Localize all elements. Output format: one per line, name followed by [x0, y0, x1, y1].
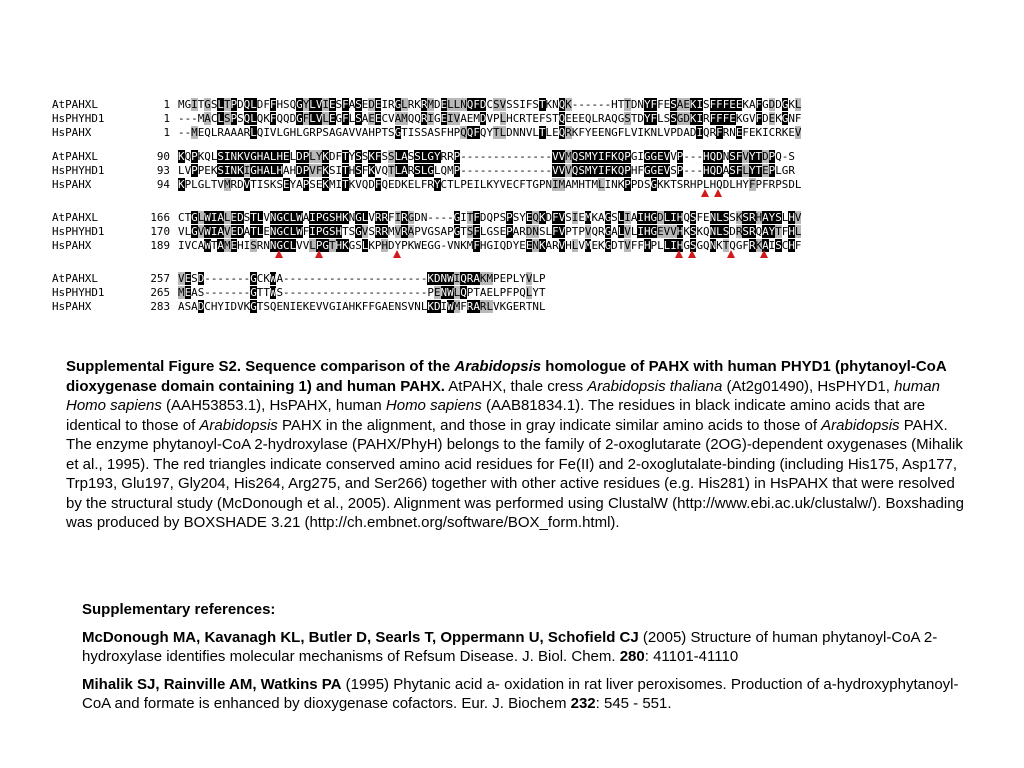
alignment-row — [52, 225, 982, 239]
sequence-string: VLGVWIAVEDATLENGCLWFIPGSHTSGVSRRMVRAPVGSAPGTSFLGSEPARDNSLFVPTPVQRGALVLIHGEVVHKSKQNLSDRSRQAYTFHL — [178, 225, 802, 238]
sequence-position: 166 — [150, 211, 170, 224]
alignment-row — [52, 300, 982, 314]
red-triangle-marker — [393, 250, 401, 258]
sequence-name: HsPAHX — [52, 239, 92, 252]
reference-item: Mihalik SJ, Rainville AM, Watkins PA (1995) Phytanic acid a- oxidation in rat liver peroxisomes. Production of a-hydroxyphytanoyl-CoA and formate is enhanced by dioxygenase cofactors. Eur. J. Biochem 232: 545 - 551. — [82, 675, 959, 712]
red-triangle-marker — [275, 250, 283, 258]
sequence-name: HsPAHX — [52, 178, 92, 191]
sequence-string: MEAS-------GTTWS----------------------PENWLQPTAELPFPQLYT — [178, 286, 546, 299]
sequence-name: AtPAHXL — [52, 211, 98, 224]
sequence-alignment — [52, 98, 982, 324]
sequence-name: AtPAHXL — [52, 150, 98, 163]
sequence-string: --MEQLRAAARLQIVLGHLGRPSAGAVVAHPTSGTISSASFHPQQFQYTLDNNVLTLEQRKFYEENGFLVIKNLVPDADIQRFRNEFEKICRKEV — [178, 126, 802, 139]
sequence-name: AtPAHXL — [52, 272, 98, 285]
sequence-position: 93 — [156, 164, 170, 177]
marker-row — [52, 250, 982, 262]
sequence-position: 283 — [150, 300, 170, 313]
red-triangle-marker — [727, 250, 735, 258]
sequence-string: ---MACLSPSQLQKFQQDGFLVLEGFLSAEECVAMQQRIGEIVAEMDVPLHCRTEFSTQEEEQLRAQGSTDYFLSSGDKIRFFFEKGVFDEKGNF — [178, 112, 802, 125]
marker-row — [52, 189, 982, 201]
references-section — [82, 600, 962, 722]
red-triangle-marker — [688, 250, 696, 258]
alignment-row — [52, 286, 982, 300]
sequence-name: HsPHYHD1 — [52, 164, 105, 177]
red-triangle-marker — [675, 250, 683, 258]
alignment-block — [52, 272, 982, 314]
sequence-string: VESD-------GCKWA----------------------KDNWIQRAKMPEPLYVLP — [178, 272, 546, 285]
figure-caption: Supplemental Figure S2. Sequence comparison of the Arabidopsis homologue of PAHX with human PHYD1 (phytanoyl-CoA dioxygenase domain containing 1) and human PAHX. AtPAHX, thale cress Arabidopsis thaliana (At2g01490), HsPHYD1, human Homo sapiens (AAH53853.1), HsPAHX, human Homo sapiens (AAB81834.1). The residues in black indicate amino acids that are identical to those of Arabidopsis PAHX in the alignment, and those in gray indicate similar amino acids to those of Arabidopsis PAHX. The enzyme phytanoyl-CoA 2-hydroxylase (PAHX/PhyH) belongs to the family of 2-oxoglutarate (2OG)-dependent oxygenases (Mihalik et al., 1995). The red triangles indicate conserved amino acid residues for Fe(II) and 2-oxoglutalate-binding (including His175, Asp177, Trp193, Glu197, Gly204, His264, Arg275, and Ser266) together with other active residues (e.g. His281) in HsPAHX that were resolved by the structural study (McDonough et al., 2005). Alignment was performed using ClustalW (http://www.ebi.ac.uk/clustalw/). Boxshading was produced by BOXSHADE 3.21 (http://ch.embnet.org/software/BOX_form.html). — [66, 358, 964, 531]
caption-title: Supplemental Figure S2. Sequence comparison of the Arabidopsis homologue of PAHX with human PHYD1 (phytanoyl-CoA dioxygenase domain containing 1) and human PAHX. — [66, 358, 947, 395]
alignment-row — [52, 211, 982, 225]
sequence-position: 90 — [156, 150, 170, 163]
sequence-position: 265 — [150, 286, 170, 299]
sequence-name: HsPHYHD1 — [52, 286, 105, 299]
sequence-position: 94 — [156, 178, 170, 191]
sequence-position: 1 — [163, 112, 170, 125]
sequence-name: HsPAHX — [52, 300, 92, 313]
sequence-string: IVCAWTAMEHISRNNGCLVVLPGTHKGSLKPHDYPKWEGG-VNKMFHGIQDYEENKARVHLVMEKGDTVFFHPLLIHGSGQNKTQGFRKAISCHF — [178, 239, 802, 252]
red-triangle-marker — [760, 250, 768, 258]
red-triangle-marker — [701, 189, 709, 197]
sequence-position: 257 — [150, 272, 170, 285]
sequence-string: CTGLWIALEDSTLVNGCLWAIPGSHKNGLVRRFIRGDN----GITFDQPSPSYEQKDFVSIEMKAGSLIAIHGDLIHQSFENLSSKSRHAYSLHV — [178, 211, 802, 224]
sequence-string: KPLGLTVMRDVTISKSEYAPSEKMITKVQDFQEDKELFRYCTLPEILKYVECFTGPNIMAMHTMLINKPPDSGKKTSRHPLHQDLHYFPFRPSDL — [178, 178, 802, 191]
sequence-string: MGITGSLTPDQLDFFHSQGYLVIESFASEDEIRGLRKRMDELLNQFDCSVSSIFSTKNQK------HTTDNYFFESAEKISFFFEEKAFGDDGKL — [178, 98, 802, 111]
alignment-row — [52, 164, 982, 178]
sequence-position: 170 — [150, 225, 170, 238]
alignment-row — [52, 272, 982, 286]
alignment-block — [52, 211, 982, 262]
red-triangle-marker — [315, 250, 323, 258]
sequence-string: LVPPEKSINKIGHALHAHDPVFKSITHSFKVQTLARSLGLQMP--------------VVVQSMYIFKQPHFGGEVSP---HQDASFLYTEPLGR — [178, 164, 795, 177]
sequence-name: HsPAHX — [52, 126, 92, 139]
alignment-row — [52, 150, 982, 164]
sequence-position: 1 — [163, 126, 170, 139]
alignment-block — [52, 150, 982, 201]
sequence-position: 189 — [150, 239, 170, 252]
alignment-row — [52, 112, 982, 126]
sequence-string: KQPKQLSINKVGHALHELDPLYKDFTYSSKFSSLASSLGYRRP--------------VVMQSMYIFKQPGIGGEVVP---HQDNSFVYTDPQ-S — [178, 150, 795, 163]
sequence-name: HsPHYHD1 — [52, 225, 105, 238]
alignment-block — [52, 98, 982, 140]
sequence-name: HsPHYHD1 — [52, 112, 105, 125]
alignment-row — [52, 98, 982, 112]
alignment-row — [52, 126, 982, 140]
sequence-name: AtPAHXL — [52, 98, 98, 111]
reference-item: McDonough MA, Kavanagh KL, Butler D, Searls T, Oppermann U, Schofield CJ (2005) Structure of human phytanoyl-CoA 2-hydroxylase identifies molecular mechanisms of Refsum Disease. J. Biol. Chem. 280: 41101-41110 — [82, 628, 938, 665]
sequence-string: ASADCHYIDVKGTSQENIEKEVVGIAHKFFGAENSVNLKDIWMFRARLVKGERTNL — [178, 300, 546, 313]
red-triangle-marker — [714, 189, 722, 197]
references-heading: Supplementary references: — [82, 601, 276, 618]
sequence-position: 1 — [163, 98, 170, 111]
